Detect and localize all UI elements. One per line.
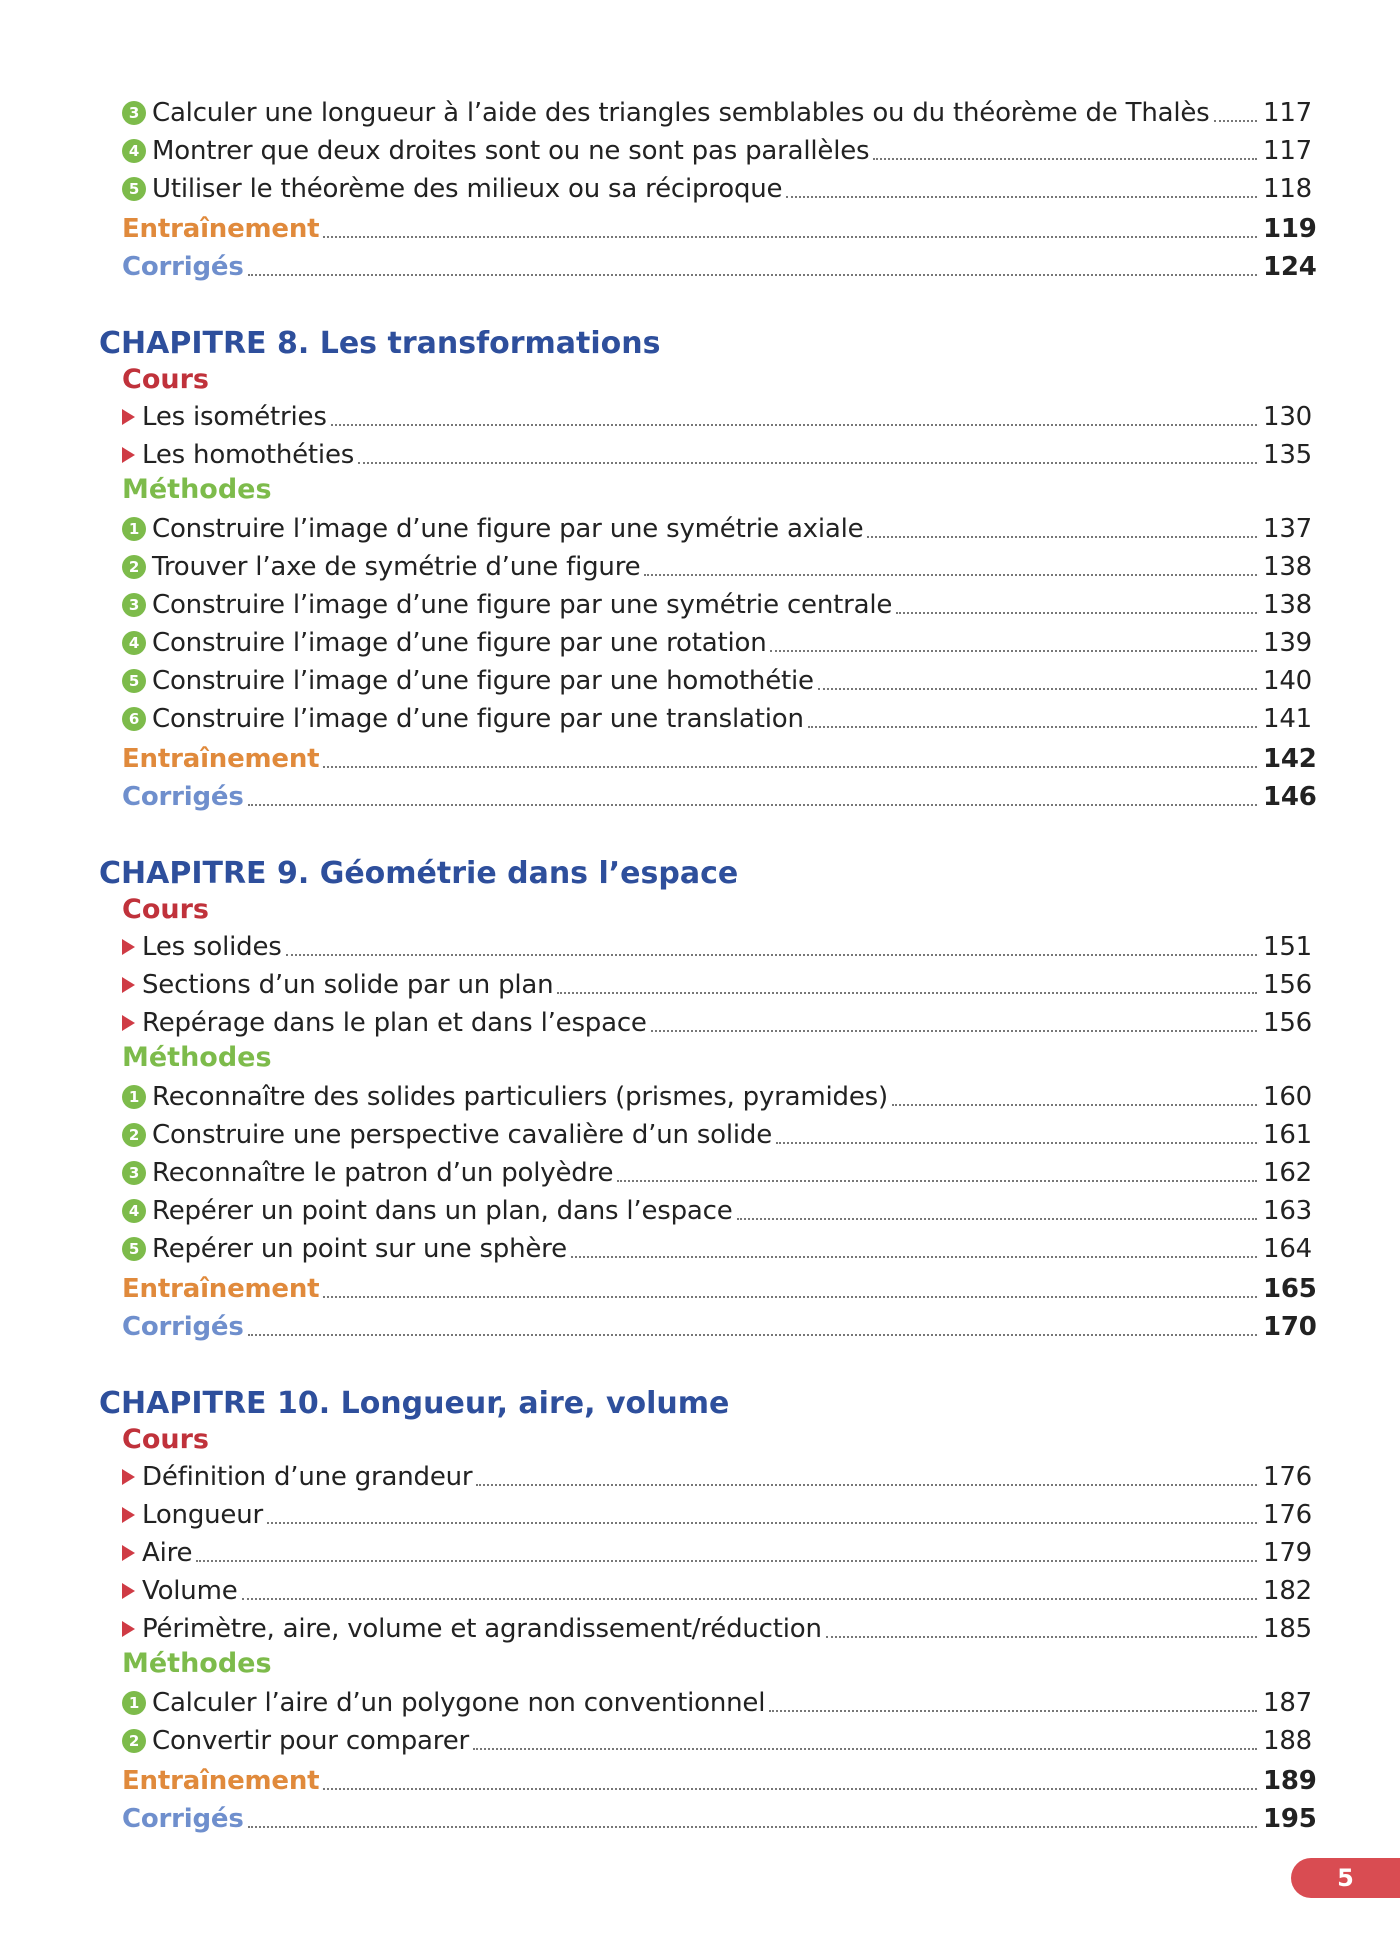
- entry-label: Corrigés: [122, 1312, 244, 1342]
- dot-leader: [826, 1635, 1257, 1638]
- page-number: 170: [1263, 1312, 1317, 1342]
- triangle-bullet-icon: [122, 409, 135, 425]
- section-heading-cours: Cours: [122, 1424, 209, 1455]
- entry-label: Entraînement: [122, 214, 320, 244]
- number-badge-icon: 1: [122, 517, 146, 541]
- entry-label: Trouver l’axe de symétrie d’une figure: [152, 552, 641, 582]
- triangle-bullet-icon: [122, 1583, 135, 1599]
- page-number: 118: [1263, 174, 1313, 204]
- page-number: 163: [1263, 1196, 1313, 1226]
- toc-entry-cours[interactable]: [122, 436, 1313, 474]
- toc-entry-methode[interactable]: [122, 1722, 1313, 1760]
- entry-label: Montrer que deux droites sont ou ne sont pas parallèles: [152, 136, 870, 166]
- page-number: 119: [1263, 214, 1317, 244]
- triangle-bullet-icon: [122, 1545, 135, 1561]
- toc-entry-corriges[interactable]: [122, 778, 1317, 816]
- page-number: 139: [1263, 628, 1313, 658]
- dot-leader: [323, 235, 1257, 238]
- page-number: 156: [1263, 1008, 1313, 1038]
- section-heading-cours: Cours: [122, 364, 209, 395]
- triangle-bullet-icon: [122, 1469, 135, 1485]
- entry-label: Définition d’une grandeur: [142, 1462, 473, 1492]
- page-number: 176: [1263, 1500, 1313, 1530]
- page-number: 124: [1263, 252, 1317, 282]
- page-number: 141: [1263, 704, 1313, 734]
- entry-label: Corrigés: [122, 252, 244, 282]
- toc-entry-methode[interactable]: [122, 1230, 1313, 1268]
- entry-label: Les isométries: [142, 402, 327, 432]
- dot-leader: [476, 1483, 1257, 1486]
- toc-entry-cours[interactable]: [122, 1004, 1313, 1042]
- page-number: 162: [1263, 1158, 1313, 1188]
- dot-leader: [267, 1521, 1257, 1524]
- entry-label: Construire l’image d’une figure par une rotation: [152, 628, 767, 658]
- entry-label: Reconnaître des solides particuliers (prismes, pyramides): [152, 1082, 888, 1112]
- page-number: 140: [1263, 666, 1313, 696]
- entry-label: Sections d’un solide par un plan: [142, 970, 554, 1000]
- entry-label: Les homothéties: [142, 440, 355, 470]
- page-number-badge: 5: [1291, 1858, 1400, 1898]
- triangle-bullet-icon: [122, 1507, 135, 1523]
- page-number: 142: [1263, 744, 1317, 774]
- number-badge-icon: 4: [122, 1199, 146, 1223]
- number-badge-icon: 2: [122, 555, 146, 579]
- dot-leader: [737, 1217, 1257, 1220]
- triangle-bullet-icon: [122, 447, 135, 463]
- toc-entry-cours[interactable]: [122, 398, 1313, 436]
- triangle-bullet-icon: [122, 977, 135, 993]
- toc-entry-cours[interactable]: [122, 1534, 1313, 1572]
- number-badge-icon: 5: [122, 1237, 146, 1261]
- entry-label: Reconnaître le patron d’un polyèdre: [152, 1158, 614, 1188]
- dot-leader: [323, 1787, 1257, 1790]
- toc-entry-corriges[interactable]: [122, 1800, 1317, 1838]
- toc-entry-entrainement[interactable]: [122, 1270, 1317, 1308]
- dot-leader: [331, 423, 1257, 426]
- section-heading-methodes: Méthodes: [122, 474, 272, 505]
- entry-label: Utiliser le théorème des milieux ou sa réciproque: [152, 174, 783, 204]
- page-number: 187: [1263, 1688, 1313, 1718]
- page-number: 117: [1263, 98, 1313, 128]
- toc-entry-cours[interactable]: [122, 928, 1313, 966]
- dot-leader: [769, 1709, 1257, 1712]
- toc-entry-methode[interactable]: [122, 586, 1313, 624]
- page-number: 189: [1263, 1766, 1317, 1796]
- page-number: 179: [1263, 1538, 1313, 1568]
- number-badge-icon: 5: [122, 177, 146, 201]
- entry-label: Construire l’image d’une figure par une homothétie: [152, 666, 814, 696]
- page-number: 195: [1263, 1804, 1317, 1834]
- page-number: 138: [1263, 590, 1313, 620]
- toc-entry-cours[interactable]: [122, 966, 1313, 1004]
- dot-leader: [770, 649, 1257, 652]
- page-number: 146: [1263, 782, 1317, 812]
- toc-entry-methode[interactable]: [122, 1192, 1313, 1230]
- toc-entry-methode[interactable]: [122, 1078, 1313, 1116]
- toc-entry-entrainement[interactable]: [122, 740, 1317, 778]
- chapter-title[interactable]: CHAPITRE 9. Géométrie dans l’espace: [99, 856, 739, 891]
- entry-label: Entraînement: [122, 744, 320, 774]
- entry-label: Longueur: [142, 1500, 263, 1530]
- dot-leader: [248, 1333, 1257, 1336]
- section-heading-methodes: Méthodes: [122, 1042, 272, 1073]
- number-badge-icon: 6: [122, 707, 146, 731]
- toc-entry-entrainement[interactable]: [122, 210, 1317, 248]
- dot-leader: [818, 687, 1257, 690]
- entry-label: Entraînement: [122, 1274, 320, 1304]
- entry-label: Repérage dans le plan et dans l’espace: [142, 1008, 647, 1038]
- page-number: 188: [1263, 1726, 1313, 1756]
- toc-entry-methode[interactable]: [122, 624, 1313, 662]
- triangle-bullet-icon: [122, 939, 135, 955]
- number-badge-icon: 3: [122, 1161, 146, 1185]
- entry-label: Aire: [142, 1538, 193, 1568]
- dot-leader: [473, 1747, 1257, 1750]
- toc-entry-corriges[interactable]: [122, 1308, 1317, 1346]
- dot-leader: [617, 1179, 1257, 1182]
- toc-entry-methode[interactable]: [122, 132, 1313, 170]
- toc-entry-methode[interactable]: [122, 510, 1313, 548]
- dot-leader: [557, 991, 1257, 994]
- entry-label: Entraînement: [122, 1766, 320, 1796]
- number-badge-icon: 5: [122, 669, 146, 693]
- entry-label: Volume: [142, 1576, 238, 1606]
- dot-leader: [248, 803, 1257, 806]
- triangle-bullet-icon: [122, 1621, 135, 1637]
- page-number: 137: [1263, 514, 1313, 544]
- page-number: 135: [1263, 440, 1313, 470]
- page-number: 160: [1263, 1082, 1313, 1112]
- number-badge-icon: 3: [122, 593, 146, 617]
- dot-leader: [644, 573, 1257, 576]
- entry-label: Calculer l’aire d’un polygone non conventionnel: [152, 1688, 766, 1718]
- toc-entry-methode[interactable]: [122, 700, 1313, 738]
- page-number: 176: [1263, 1462, 1313, 1492]
- dot-leader: [286, 953, 1257, 956]
- entry-label: Corrigés: [122, 1804, 244, 1834]
- toc-entry-entrainement[interactable]: [122, 1762, 1317, 1800]
- dot-leader: [242, 1597, 1257, 1600]
- entry-label: Construire une perspective cavalière d’un solide: [152, 1120, 773, 1150]
- toc-entry-corriges[interactable]: [122, 248, 1317, 286]
- toc-entry-methode[interactable]: [122, 94, 1313, 132]
- entry-label: Repérer un point sur une sphère: [152, 1234, 567, 1264]
- chapter-title[interactable]: CHAPITRE 8. Les transformations: [99, 326, 661, 361]
- entry-label: Calculer une longueur à l’aide des triangles semblables ou du théorème de Thalès: [152, 98, 1210, 128]
- toc-entry-methode[interactable]: [122, 1684, 1313, 1722]
- section-heading-cours: Cours: [122, 894, 209, 925]
- dot-leader: [248, 1825, 1257, 1828]
- dot-leader: [248, 273, 1257, 276]
- dot-leader: [358, 461, 1257, 464]
- dot-leader: [776, 1141, 1257, 1144]
- number-badge-icon: 2: [122, 1123, 146, 1147]
- dot-leader: [651, 1029, 1257, 1032]
- toc-entry-methode[interactable]: [122, 1154, 1313, 1192]
- entry-label: Construire l’image d’une figure par une translation: [152, 704, 804, 734]
- page-number: 130: [1263, 402, 1313, 432]
- dot-leader: [896, 611, 1257, 614]
- number-badge-icon: 4: [122, 631, 146, 655]
- dot-leader: [892, 1103, 1257, 1106]
- page-number: 138: [1263, 552, 1313, 582]
- number-badge-icon: 1: [122, 1691, 146, 1715]
- page-number: 164: [1263, 1234, 1313, 1264]
- entry-label: Construire l’image d’une figure par une symétrie centrale: [152, 590, 893, 620]
- number-badge-icon: 4: [122, 139, 146, 163]
- toc-entry-methode[interactable]: [122, 662, 1313, 700]
- dot-leader: [323, 765, 1257, 768]
- page-number: 165: [1263, 1274, 1317, 1304]
- toc-entry-methode[interactable]: [122, 1116, 1313, 1154]
- entry-label: Construire l’image d’une figure par une symétrie axiale: [152, 514, 864, 544]
- toc-entry-cours[interactable]: [122, 1458, 1313, 1496]
- number-badge-icon: 2: [122, 1729, 146, 1753]
- number-badge-icon: 3: [122, 101, 146, 125]
- page-number: 151: [1263, 932, 1313, 962]
- entry-label: Repérer un point dans un plan, dans l’espace: [152, 1196, 733, 1226]
- triangle-bullet-icon: [122, 1015, 135, 1031]
- toc-entry-cours[interactable]: [122, 1496, 1313, 1534]
- entry-label: Les solides: [142, 932, 282, 962]
- section-heading-methodes: Méthodes: [122, 1648, 272, 1679]
- dot-leader: [323, 1295, 1257, 1298]
- toc-entry-cours[interactable]: [122, 1572, 1313, 1610]
- page-number: 182: [1263, 1576, 1313, 1606]
- dot-leader: [571, 1255, 1257, 1258]
- dot-leader: [1214, 119, 1257, 122]
- entry-label: Convertir pour comparer: [152, 1726, 469, 1756]
- dot-leader: [786, 195, 1257, 198]
- toc-entry-methode[interactable]: [122, 170, 1313, 208]
- page-number: 161: [1263, 1120, 1313, 1150]
- number-badge-icon: 1: [122, 1085, 146, 1109]
- page-number: 185: [1263, 1614, 1313, 1644]
- entry-label: Corrigés: [122, 782, 244, 812]
- chapter-title[interactable]: CHAPITRE 10. Longueur, aire, volume: [99, 1386, 730, 1421]
- toc-entry-methode[interactable]: [122, 548, 1313, 586]
- dot-leader: [196, 1559, 1257, 1562]
- dot-leader: [808, 725, 1257, 728]
- toc-entry-cours[interactable]: [122, 1610, 1313, 1648]
- entry-label: Périmètre, aire, volume et agrandissement/réduction: [142, 1614, 822, 1644]
- dot-leader: [873, 157, 1257, 160]
- page-number: 117: [1263, 136, 1313, 166]
- dot-leader: [867, 535, 1257, 538]
- page-number: 156: [1263, 970, 1313, 1000]
